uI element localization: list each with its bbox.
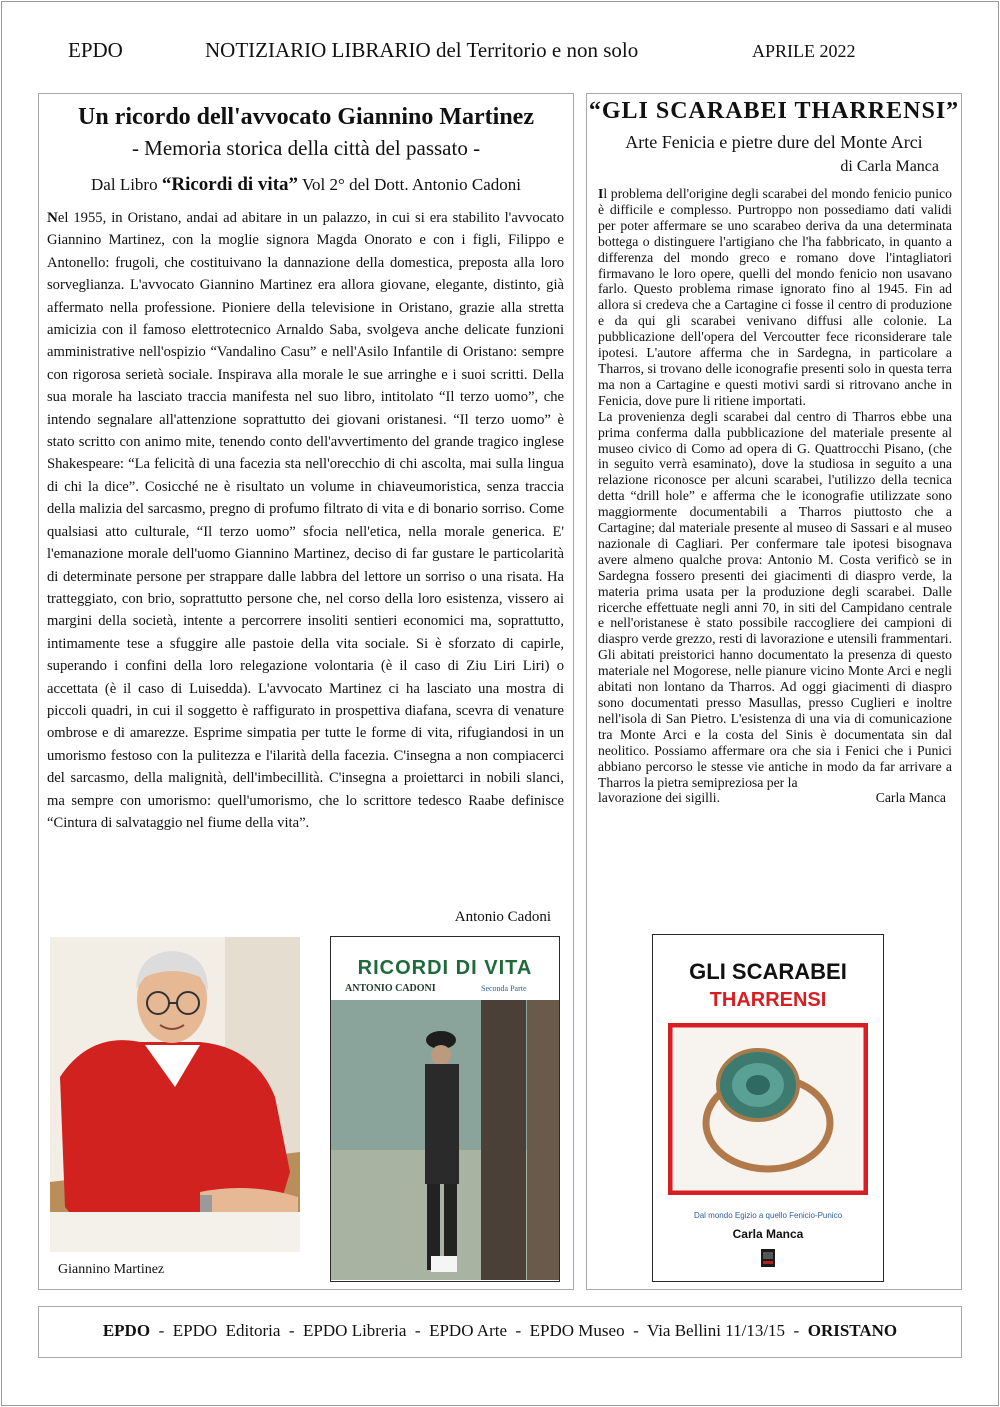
masthead-brand: EPDO (68, 38, 123, 62)
left-article-signature: Antonio Cadoni (454, 909, 551, 925)
cover-left-title: RICORDI DI VITA (357, 957, 533, 979)
source-book-title: “Ricordi di vita” (161, 174, 299, 195)
right-last-line-text: lavorazione dei sigilli. (598, 790, 721, 806)
right-article-subtitle: Arte Fenicia e pietre dure del Monte Arci (625, 132, 923, 152)
footer-city: ORISTANO (807, 1321, 898, 1340)
left-drop-letter: N (47, 210, 58, 226)
source-suffix: Vol 2° del Dott. Antonio Cadoni (298, 175, 521, 194)
portrait-caption: Giannino Martinez (58, 1262, 165, 1277)
cover-right-title-line1: GLI SCARABEI (689, 959, 847, 984)
left-article-title: Un ricordo dell'avvocato Giannino Martinez (78, 104, 534, 130)
cover-right-ring-image (668, 1023, 868, 1195)
left-article-subtitle: - Memoria storica della città del passato - (131, 136, 481, 160)
left-article-body (47, 207, 564, 834)
cover-right-author: Carla Manca (732, 1227, 804, 1241)
cover-left-edition: Seconda Parte (481, 984, 527, 993)
right-paragraph-2: La provenienza degli scarabei dal centro di Tharros ebbe una prima conferma dalla pubblicazione del materiale presente al museo civico di Como ad opera di G. Quattrocchi Pisano, (che in seguito verrà esaminato), dove la studiosa in seguito a una relazione riconosce per alcuni scarabei, l'utilizzo della tecnica detta “drill hole” e afferma che le iconografie utilizzate sono maggiormente documentabili a Tharros piuttosto che a Cartagine; dal materiale presente al museo di Sassari e al museo nazionale di Cagliari. Per confermare tale ipotesi bisognava avere almeno qualche prova: Antonio M. Costa verificò se in Sardegna fossero presenti dei giacimenti di diaspro verde, la materia prima usata per la produzione degli scarabei. Dalle ricerche effettuate negli anni 70, in siti del Campidano centrale e nell'oristanese è stato possibile raccogliere dei campioni di diaspro verde grezzo, resti di lavorazione e utensili frammentari. Gli abitati preistorici hanno documentato la presenza di questo materiale nel Mogorese, nelle pianure vicino Monte Arci e negli abitati non lontano da Tharros. Ad oggi giacimenti di diaspro sono documentati presso Masullas, presso Cuglieri e inoltre nell'isola di San Pietro. L'esistenza di una via di comunicazione tra Monte Arci e la costa del Sinis è documentata sin dal neolitico. Possiamo affermare ora che sia i Fenici che i Punici abbiano percorso le stesse vie antiche in modo da far arrivare a Tharros la pietra semipreziosa per la (598, 408, 952, 790)
cover-left-author: ANTONIO CADONI (345, 983, 436, 994)
footer-brand: EPDO (102, 1321, 151, 1340)
right-paragraph-1-text: l problema dell'origine degli scarabei del mondo fenicio punico è difficile e complesso. Purtroppo non possediamo dati validi per poter affermare se uno scarabeo deriva da una determinata bottega o distinguere l'artigiano che l'ha fabbricato, in quanto a differenza del mondo greco e romano dove l'intagliatori firmavano le loro opere, quelli del mondo fenicio non usavano farlo. Questo problema rimase ignorato fino al 1945. Fin ad allora si credeva che a Cartagine ci fosse il centro di produzione e da qui gli scarabei venivano diffusi alle colonie. La pubblicazione dell'opera del Vercoutter fece riconsiderare tale ipotesi. L'autore afferma che in Sardegna, in particolare a Tharros, si trovano delle iconografie presenti solo in questa terra ma non a Cartagine e questi motivi sardi si ritrovano anche in Fenicia, dove pure li ritiene importati. (598, 186, 952, 408)
right-drop-letter: I (598, 186, 604, 201)
right-paragraph-1 (598, 186, 952, 409)
right-last-line (598, 790, 952, 806)
book-cover-ricordi-di-vita (330, 936, 560, 1282)
right-article-title: “GLI SCARABEI THARRENSI” (588, 98, 960, 124)
right-article-body (598, 186, 952, 806)
left-article-source (39, 174, 573, 196)
footer-separator: - (150, 1321, 173, 1340)
book-cover-gli-scarabei-tharrensi (652, 934, 884, 1282)
left-body-text: el 1955, in Oristano, andai ad abitare in un palazzo, in cui si era stabilito l'avvocato Giannino Martinez, con la moglie signora Magda Onorato e con i figli, Filippo e Antonello: frugoli, che costituivano la dannazione della domestica, preposta alla loro sorveglianza. L'avvocato Giannino Martinez era allora giovane, elegante, distinto, già affermato nella professione. Pioniere della televisione in Oristano, grazie alla stretta amicizia con il famoso elettrotecnico Arnaldo Saba, svolgeva anche delicate funzioni amministrative nell'ospizio “Vandalino Casu” e nell'Asilo Infantile di Oristano: sempre con rigorosa serietà sociale. Inspirava alla morale le sue arringhe e i suoi scritti. Della sua morale ha lasciato traccia manifesta nel suo libro, intitolato “Il terzo uomo”, che intendo segnalare all'attenzione soprattutto dei giovani oristanesi. “Il terzo uomo” è stato scritto con animo mite, tenendo conto dell'avvertimento del grande tragico inglese Shakespeare: “La felicità di una facezia sta nell'orecchio di chi ascolta, mai sulla lingua di chi la dice”. Cosicché ne è risultato un volume in chiaveumoristica, senza traccia della malizia del sarcasmo, pregno di profumo filtrato di vita e di bonario sorriso. Come qualsiasi atto culturale, “Il terzo uomo” sfocia nell'etica, nella morale generica. E' l'emanazione morale dell'uomo Giannino Martinez, deciso di far gustare le particolarità di determinate persone per strappare dalle labbra del lettore un sorriso o una risata. Ha tratteggiato, con brio, soprattutto persone che, nel corso della loro esistenza, vissero ai margini della società, intente a percorrere insoliti sentieri economici ma, soprattutto, intimamente tese a sfuggire alle pastoie della vita sociale. Si è sforzato di capirle, superando i confini della loro relegazione volontaria (è il caso di Ziu Liri Liri) o accettata (è il caso di Luisedda). L'avvocato Martinez ci ha lasciato una mostra di piccoli quadri, in cui il soggetto è raffigurato in prospettiva diafana, scevra di venature ombrose e di amarezze. Esprime simpatia per tutte le forme di vita, rifugiandosi in un umorismo festoso con la pulitezza e l'ilarità della facezia. C'insegna a non compiacerci del sarcasmo, della malignità, dell'imbecillità. C'insegna a proiettarci in nobili slanci, ma sempre con umorismo: quell'umorismo, che lo scrittore tedesco Raabe definisce “Cintura di salvataggio nel fiume della vita”. (47, 210, 564, 831)
cover-right-title-line2: THARRENSI (709, 989, 827, 1011)
footer (38, 1306, 962, 1358)
masthead (0, 38, 1000, 68)
masthead-title: NOTIZIARIO LIBRARIO del Territorio e non solo (205, 38, 639, 62)
publisher-logo-icon (761, 1249, 775, 1267)
masthead-date: APRILE 2022 (752, 41, 856, 61)
cover-right-tagline: Dal mondo Egizio a quello Fenicio-Punico (693, 1211, 843, 1220)
portrait-photo (50, 937, 300, 1252)
right-article-signature: Carla Manca (875, 790, 946, 806)
source-prefix: Dal Libro (91, 175, 162, 194)
right-article-author: di Carla Manca (840, 158, 939, 175)
footer-items: EPDO Editoria - EPDO Libreria - EPDO Arte - EPDO Museo - Via Bellini 11/13/15 - (172, 1321, 808, 1340)
cover-left-photo (331, 1000, 559, 1280)
footer-text (39, 1321, 961, 1341)
